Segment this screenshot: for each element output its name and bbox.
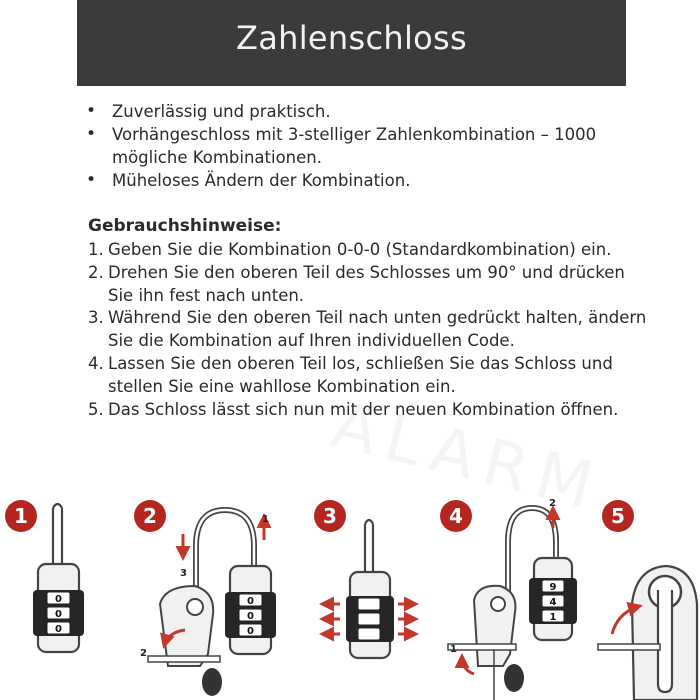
step-number: 2. — [88, 262, 104, 282]
title-bar — [77, 0, 626, 86]
arrow-label: 2 — [140, 648, 147, 659]
bottom-knob — [202, 668, 222, 696]
dial-digit: 4 — [549, 597, 557, 608]
release-pin — [148, 656, 220, 662]
dial-digit: 0 — [247, 611, 254, 622]
feature-list — [86, 100, 626, 192]
step-item — [88, 239, 648, 262]
dial-digit: 9 — [549, 582, 557, 593]
step-text: Drehen Sie den oberen Teil des Schlosses um 90° und drücken Sie ihn fest nach unten. — [108, 262, 625, 305]
figure-5 — [598, 500, 697, 700]
arrow-label: 1 — [262, 514, 269, 525]
dial-digit: 0 — [55, 594, 62, 605]
step-item — [88, 353, 648, 399]
badge-label: 5 — [611, 504, 625, 528]
badge-label: 3 — [323, 504, 337, 528]
dial-digit: 0 — [247, 596, 254, 607]
instructions-heading: Gebrauchshinweise: — [88, 216, 282, 236]
arrow-label: 3 — [180, 568, 187, 579]
lock-side-view — [160, 586, 213, 666]
step-number: 4. — [88, 353, 104, 373]
dial-wheel — [358, 598, 380, 610]
arrow-label: 2 — [549, 498, 556, 509]
step-text: Geben Sie die Kombination 0-0-0 (Standardkombination) ein. — [108, 240, 612, 259]
shackle — [658, 590, 672, 692]
release-pin — [598, 644, 660, 650]
step-text: Während Sie den oberen Teil nach unten gedrückt halten, ändern Sie die Kombination auf Ihren individuellen Code. — [108, 308, 647, 351]
arrow-label: 1 — [450, 644, 457, 655]
step-number: 3. — [88, 308, 104, 328]
rotate-arrow-icon — [462, 656, 474, 674]
shackle-hole — [491, 597, 505, 611]
badge-label: 2 — [143, 504, 157, 528]
dial-digit: 0 — [247, 626, 254, 637]
step-text: Das Schloss lässt sich nun mit der neuen Kombination öffnen. — [108, 399, 619, 419]
step-number: 1. — [88, 240, 104, 259]
step-text: Lassen Sie den oberen Teil los, schließen Sie das Schloss und stellen Sie eine wahllose Kombination ein. — [108, 353, 613, 396]
feature-item: • Müheloses Ändern der Kombination. — [86, 169, 626, 192]
shackle-hole — [187, 599, 203, 615]
feature-item: • Vorhängeschloss mit 3-stelliger Zahlenkombination – 1000 mögliche Kombinationen. — [86, 123, 626, 169]
instruction-illustrations — [0, 494, 700, 700]
figure-4 — [440, 498, 577, 700]
feature-item: • Zuverlässig und praktisch. — [86, 100, 626, 123]
illustration-canvas — [0, 494, 700, 700]
dial-digit: 0 — [55, 624, 62, 635]
dial-digit: 0 — [55, 609, 62, 620]
figure-3 — [314, 500, 416, 658]
release-pin — [448, 644, 516, 650]
step-number: 5. — [88, 399, 104, 419]
dial-wheel — [358, 628, 380, 640]
figure-2 — [134, 500, 276, 696]
badge-label: 4 — [449, 504, 463, 528]
badge-label: 1 — [14, 504, 28, 528]
dial-digit: 1 — [549, 612, 557, 623]
shackle — [365, 520, 373, 576]
page-title: Zahlenschloss — [236, 19, 467, 57]
step-item — [88, 307, 648, 353]
dial-wheel — [358, 613, 380, 625]
figure-1 — [5, 500, 84, 652]
step-item — [88, 262, 648, 308]
bottom-knob — [504, 664, 524, 692]
